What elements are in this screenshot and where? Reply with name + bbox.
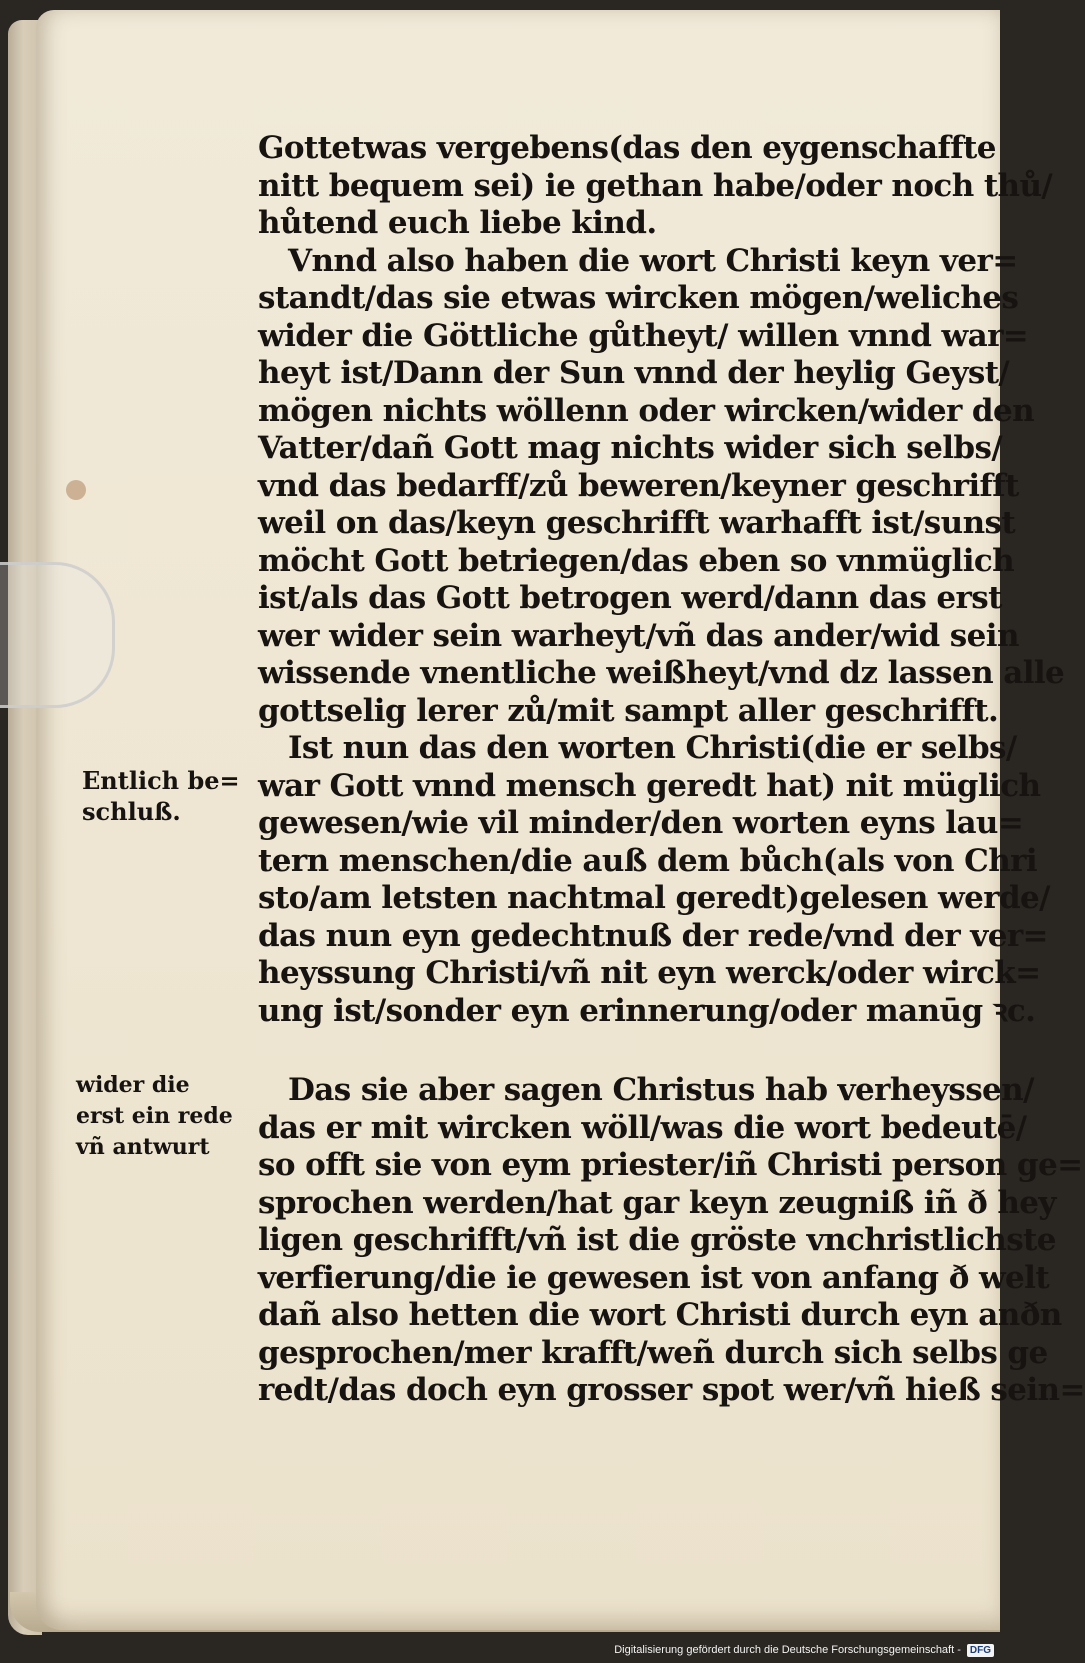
text-line: heyt ist/Dann der Sun vnnd der heylig Geyst/ [258, 355, 1010, 391]
text-line: mögen nichts wöllenn oder wircken/wider den [258, 392, 1035, 429]
text-line: ung ist/sonder eyn erinnerung/oder manūg ꝛc. [258, 992, 1036, 1029]
main-text-block [258, 130, 1085, 1410]
text-line: vnd das bedarff/zů beweren/keyner geschrifft [258, 467, 1019, 504]
text-line: gottselig lerer zů/mit sampt aller geschrifft. [258, 692, 999, 729]
text-line: wissende vnentliche weißheyt/vnd dz lassen alle [258, 655, 1065, 691]
text-line: sprochen werden/hat gar keyn zeugniß iñ ð hey [258, 1184, 1056, 1221]
paragraph-gap [258, 1030, 978, 1072]
digitization-credit [614, 1639, 994, 1661]
text-line: standt/das sie etwas wircken mögen/weliches [258, 280, 1019, 316]
text-line: ligen geschrifft/vñ ist die gröste vnchristlichste [258, 1222, 1056, 1258]
text-line: möcht Gott betriegen/das eben so vnmüglich [258, 542, 1015, 579]
text-line: dañ also hetten die wort Christi durch eyn anðn [258, 1297, 1062, 1333]
text-line: verfierung/die ie gewesen ist von anfang ð welt [258, 1259, 1050, 1296]
text-line: so offt sie von eym priester/iñ Christi person ge= [258, 1147, 1083, 1183]
text-line: heyssung Christi/vñ nit eyn werck/oder wirck= [258, 955, 1041, 991]
margin-note-line: vñ antwurt [76, 1134, 210, 1160]
margin-note-line: schluß. [82, 797, 181, 826]
margin-note-line: wider die [76, 1072, 190, 1098]
text-line: gewesen/wie vil minder/den worten eyns lau= [258, 805, 1024, 841]
margin-note-objection [76, 1070, 233, 1163]
text-line: sto/am letsten nachtmal geredt)gelesen werde/ [258, 880, 1050, 916]
text-line: redt/das doch eyn grosser spot wer/vñ hieß sein= [258, 1372, 1085, 1408]
page-clip [0, 562, 115, 708]
text-line: ist/als das Gott betrogen werd/dann das erst [258, 580, 1002, 616]
margin-note-line: Entlich be= [82, 766, 240, 795]
text-line: tern menschen/die auß dem bůch(als von Chri [258, 842, 1038, 879]
margin-note-line: erst ein rede [76, 1103, 233, 1129]
margin-note-conclusion [82, 765, 240, 827]
text-line: wider die Göttliche gůtheyt/ willen vnnd war= [258, 317, 1029, 354]
credit-text: Digitalisierung gefördert durch die Deutsche Forschungsgemeinschaft - [614, 1644, 961, 1656]
dfg-logo-icon: DFG [967, 1644, 994, 1657]
text-line: das er mit wircken wöll/was die wort bedeutē/ [258, 1109, 1027, 1146]
text-line: nitt bequem sei) ie gethan habe/oder noch thů/ [258, 167, 1053, 204]
text-line: wer wider sein warheyt/vñ das ander/wid sein [258, 617, 1019, 654]
text-line: gesprochen/mer krafft/weñ durch sich selbs ge [258, 1334, 1048, 1371]
text-line: weil on das/keyn geschrifft warhafft ist/sunst [258, 505, 1016, 541]
text-line: Ist nun das den worten Christi(die er selbs/ [288, 730, 1017, 766]
text-line: hůtend euch liebe kind. [258, 205, 657, 241]
text-line: Das sie aber sagen Christus hab verheyssen/ [288, 1072, 1034, 1108]
text-line: Vatter/dañ Gott mag nichts wider sich selbs/ [258, 430, 1003, 466]
text-line: Vnnd also haben die wort Christi keyn ver= [288, 242, 1018, 279]
text-line: Gottetwas vergebens(das den eygenschaffte [258, 130, 996, 166]
ink-stain [66, 480, 86, 500]
text-line: war Gott vnnd mensch geredt hat) nit müglich [258, 767, 1041, 804]
text-line: das nun eyn gedechtnuß der rede/vnd der ver= [258, 917, 1048, 954]
